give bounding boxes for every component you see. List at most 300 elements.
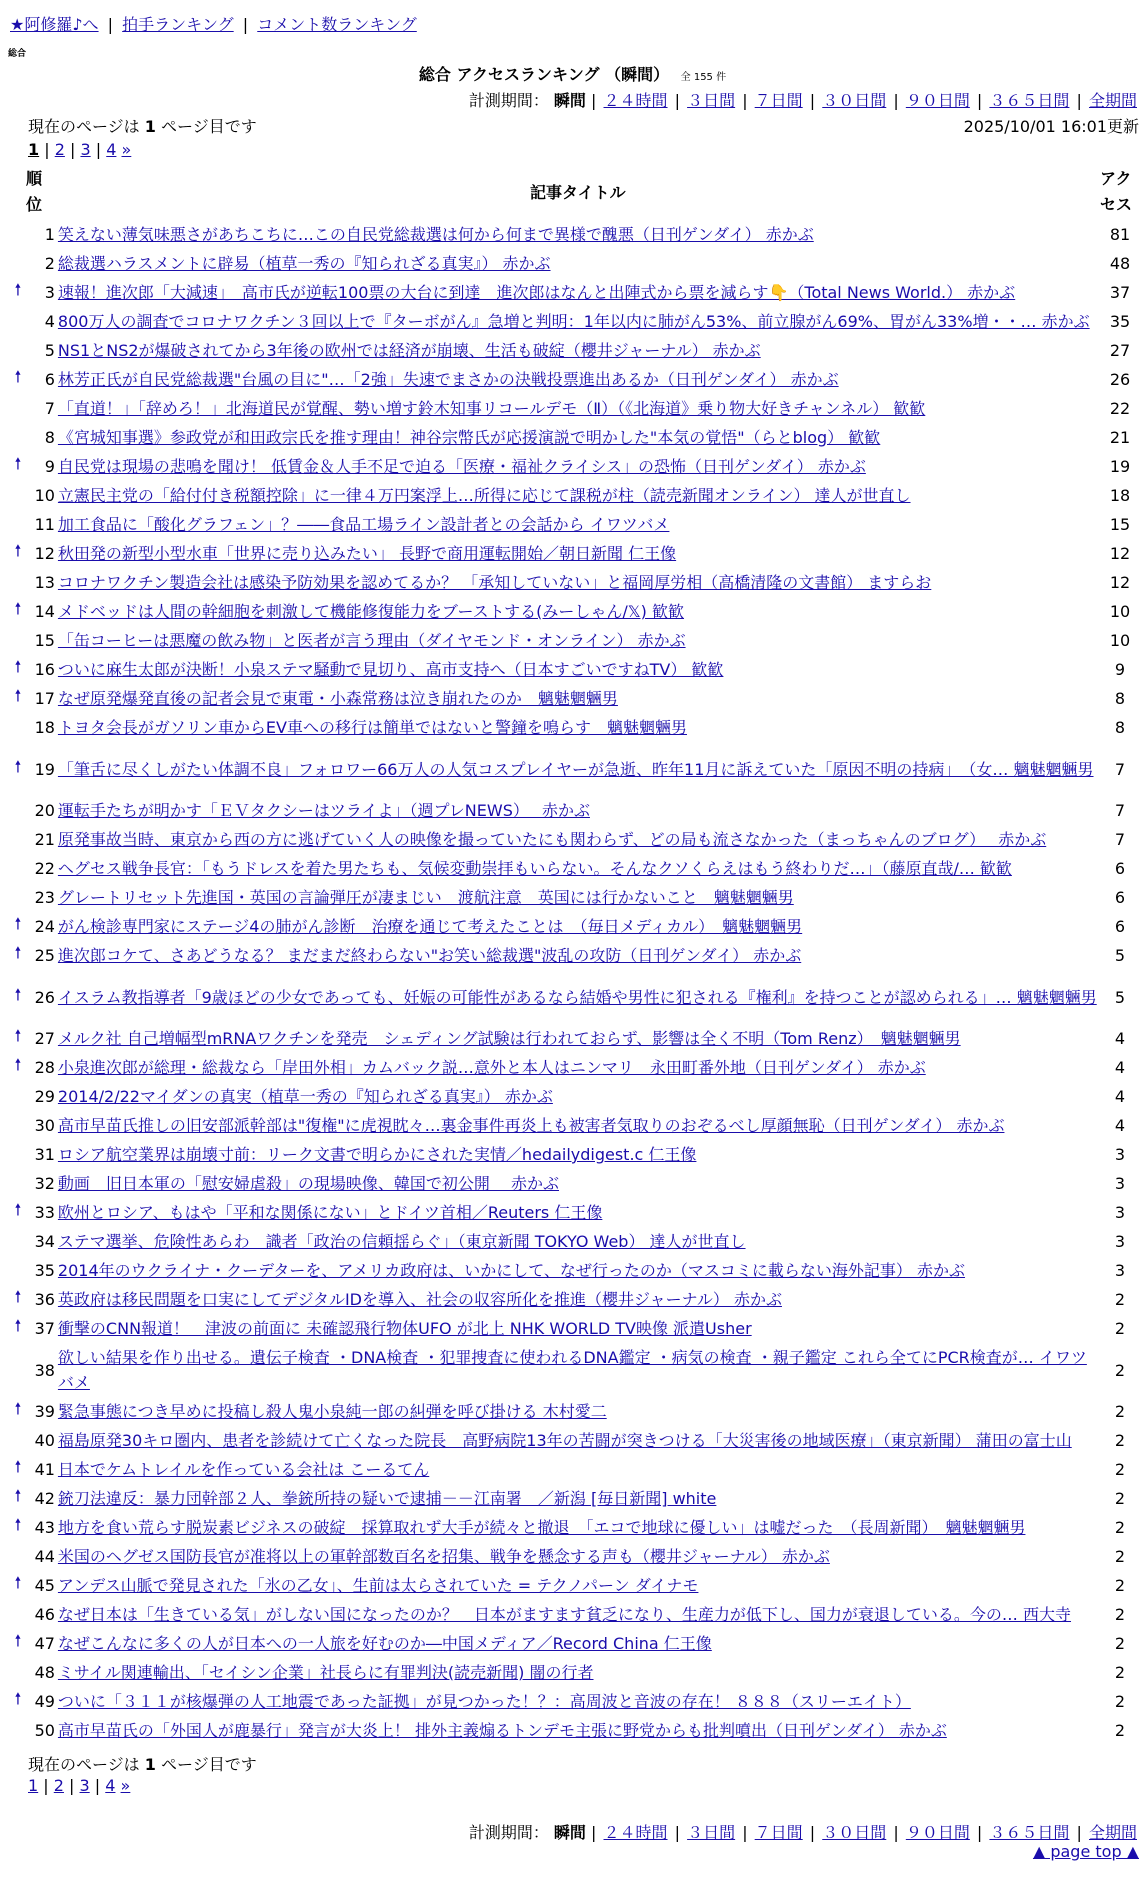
article-link[interactable]: 米国のヘグゼス国防長官が准将以上の軍幹部数百名を招集、戦争を懸念する声も（櫻井ジャーナル） 赤かぶ bbox=[57, 1547, 830, 1566]
table-row bbox=[8, 1397, 1140, 1426]
rank-number: 2 bbox=[44, 254, 55, 273]
rank-number: 19 bbox=[34, 759, 55, 779]
article-title-cell bbox=[58, 1285, 1100, 1314]
separator: | bbox=[737, 91, 753, 110]
access-count: 3 bbox=[1114, 1261, 1126, 1280]
access-count: 2 bbox=[1114, 1290, 1126, 1309]
rank-change-cell bbox=[8, 1426, 28, 1455]
table-row bbox=[8, 365, 1140, 394]
current-page-prefix: 現在のページは bbox=[28, 117, 140, 136]
period-selector-bottom bbox=[469, 1820, 1139, 1843]
current-page-prefix: 現在のページは bbox=[28, 1755, 140, 1774]
up-arrow-icon: 🠕 bbox=[14, 686, 22, 705]
article-link[interactable]: 総裁選ハラスメントに辟易（植草一秀の『知られざる真実』） 赤かぶ bbox=[57, 254, 551, 273]
rank-number: 36 bbox=[34, 1290, 55, 1309]
article-link[interactable]: 2014/2/22マイダンの真実（植草一秀の『知られざる真実』） 赤かぶ bbox=[57, 1087, 553, 1106]
table-row bbox=[8, 1111, 1140, 1140]
rank-number: 39 bbox=[34, 1402, 55, 1421]
rank-change-cell bbox=[8, 510, 28, 539]
pager-current[interactable]: 1 bbox=[28, 1776, 39, 1795]
table-row bbox=[8, 1455, 1140, 1484]
table-row bbox=[8, 1343, 1140, 1397]
rank-change-cell bbox=[8, 481, 28, 510]
current-page-suffix: ページ目です bbox=[161, 1755, 257, 1774]
rank-number: 26 bbox=[34, 987, 55, 1007]
rank-change-cell bbox=[8, 854, 28, 883]
article-link[interactable]: 立憲民主党の「給付付き税額控除」に一律４万円案浮上…所得に応じて課税が柱（読売新聞オンライン） 達人が世直し bbox=[57, 486, 911, 505]
rank-number: 7 bbox=[44, 399, 55, 418]
table-row bbox=[8, 452, 1140, 481]
period-links-top bbox=[591, 91, 1139, 110]
rank-number: 31 bbox=[34, 1145, 55, 1164]
article-title-cell bbox=[58, 854, 1100, 883]
rank-change-cell bbox=[8, 336, 28, 365]
article-link[interactable]: 笑えない薄気味悪さがあちこちに…この自民党総裁選は何から何まで異様で醜悪（日刊ゲンダイ） 赤かぶ bbox=[57, 225, 814, 244]
rank-change-cell bbox=[8, 539, 28, 568]
separator: | bbox=[737, 1823, 753, 1842]
table-row bbox=[8, 1285, 1140, 1314]
article-link[interactable]: アンデス山脈で発見された「氷の乙女」、生前は太らされていた = テクノパーン ダイナモ bbox=[57, 1576, 699, 1595]
access-count: 6 bbox=[1114, 888, 1126, 907]
period-link[interactable]: ７日間 bbox=[754, 1823, 803, 1842]
access-count: 6 bbox=[1114, 917, 1126, 936]
period-link[interactable]: ９０日間 bbox=[905, 1823, 970, 1842]
article-title-cell bbox=[58, 912, 1100, 941]
period-selector bbox=[469, 88, 1139, 111]
access-count: 7 bbox=[1114, 830, 1126, 849]
article-link[interactable]: 800万人の調査でコロナワクチン３回以上で『ターボがん』急増と判明：1年以内に肺がん53%、前立腺がん69%、胃がん33%増・・… 赤かぶ bbox=[57, 312, 1090, 331]
table-row bbox=[8, 1256, 1140, 1285]
pager-next-link[interactable]: » bbox=[121, 140, 132, 159]
table-row bbox=[8, 1629, 1140, 1658]
clap-ranking-link[interactable]: 拍手ランキング bbox=[122, 15, 234, 34]
article-link[interactable]: なぜこんなに多くの人が日本への一人旅を好むのか―中国メディア／Record China 仁王像 bbox=[57, 1634, 712, 1653]
access-count: 37 bbox=[1109, 283, 1131, 302]
article-link[interactable]: 《宮城知事選》参政党が和田政宗氏を推す理由！神谷宗幣氏が応援演説で明かした"本気の覚悟"（らとblog） 歓歓 bbox=[57, 428, 881, 447]
article-title-cell bbox=[58, 220, 1100, 249]
rank-change-cell bbox=[8, 1397, 28, 1426]
article-title-cell bbox=[58, 1198, 1100, 1227]
article-link[interactable]: グレートリセット先進国・英国の言論弾圧が凄まじい 渡航注意 英国には行かないこと 魑魅魍魎男 bbox=[57, 888, 794, 907]
article-title-cell bbox=[58, 1227, 1100, 1256]
article-link[interactable]: 運転手たちが明かす「ＥＶタクシーはツライよ」（週プレNEWS） 赤かぶ bbox=[57, 801, 590, 820]
up-arrow-icon: 🠕 bbox=[14, 1316, 22, 1335]
access-count: 3 bbox=[1114, 1174, 1126, 1193]
access-count: 22 bbox=[1109, 399, 1131, 418]
category-label: 総合 bbox=[8, 49, 27, 59]
access-count: 10 bbox=[1109, 631, 1131, 650]
up-arrow-icon: 🠕 bbox=[14, 599, 22, 618]
access-count: 21 bbox=[1109, 428, 1131, 447]
article-title-cell bbox=[58, 1484, 1100, 1513]
article-link[interactable]: 速報！進次郎「大減速」 高市氏が逆転100票の大台に到達 進次郎はなんと出陣式から票を減らす👇（Total News World.） 赤かぶ bbox=[57, 283, 1016, 302]
rank-number: 18 bbox=[34, 718, 55, 737]
rank-change-cell bbox=[8, 1285, 28, 1314]
up-arrow-icon: 🠕 bbox=[14, 454, 22, 473]
article-link[interactable]: なぜ日本は「生きている気」がしない国になったのか？ 日本がますます貧乏になり、生産力が低下し、国力が衰退している。今の… 西大寺 bbox=[57, 1605, 1072, 1624]
rank-change-cell bbox=[8, 684, 28, 713]
article-link[interactable]: メルク社 自己増幅型mRNAワクチンを発売 シェディング試験は行われておらず、影響は全く不明（Tom Renz） 魑魅魍魎男 bbox=[57, 1029, 961, 1048]
table-row bbox=[8, 655, 1140, 684]
article-link[interactable]: 秋田発の新型小型水車「世界に売り込みたい」 長野で商用運転開始／朝日新聞 仁王像 bbox=[57, 544, 677, 563]
article-link[interactable]: 欧州とロシア、もはや「平和な関係にない」とドイツ首相／Reuters 仁王像 bbox=[57, 1203, 603, 1222]
table-row bbox=[8, 539, 1140, 568]
rank-change-cell bbox=[8, 1484, 28, 1513]
rank-change-cell bbox=[8, 713, 28, 742]
article-title-cell bbox=[58, 970, 1100, 1024]
rank-change-cell bbox=[8, 1169, 28, 1198]
article-link[interactable]: トヨタ会長がガソリン車からEV車への移行は簡単ではないと警鐘を鳴らす 魑魅魍魎男 bbox=[57, 718, 687, 737]
rank-change-cell bbox=[8, 278, 28, 307]
access-count: 2 bbox=[1114, 1692, 1126, 1711]
article-link[interactable]: NS1とNS2が爆破されてから3年後の欧州では経済が崩壊、生活も破綻（櫻井ジャーナル） 赤かぶ bbox=[57, 341, 761, 360]
period-link[interactable]: ９０日間 bbox=[905, 91, 970, 110]
article-title-cell bbox=[58, 278, 1100, 307]
rank-change-cell bbox=[8, 1198, 28, 1227]
rank-change-cell bbox=[8, 1716, 28, 1745]
period-link[interactable]: ３６５日間 bbox=[989, 1823, 1070, 1842]
article-link[interactable]: ステマ選挙、危険性あらわ 識者「政治の信頼揺らぐ」（東京新聞 TOKYO Web） 達人が世直し bbox=[57, 1232, 746, 1251]
access-count: 4 bbox=[1114, 1029, 1126, 1048]
rank-change-cell bbox=[8, 452, 28, 481]
up-arrow-icon: 🠕 bbox=[14, 756, 22, 776]
access-count: 6 bbox=[1114, 859, 1126, 878]
access-count: 2 bbox=[1114, 1721, 1126, 1740]
access-count: 18 bbox=[1109, 486, 1131, 505]
table-row bbox=[8, 1169, 1140, 1198]
rank-change-cell bbox=[8, 1343, 28, 1397]
access-count: 3 bbox=[1114, 1232, 1126, 1251]
period-label: 計測期間： bbox=[468, 91, 549, 110]
article-link[interactable]: 高市早苗氏の「外国人が鹿暴行」発言が大炎上！ 排外主義煽るトンデモ主張に野党からも批判噴出（日刊ゲンダイ） 赤かぶ bbox=[57, 1721, 947, 1740]
page-top-link[interactable]: ▲ page top ▲ bbox=[1032, 1842, 1139, 1861]
home-link[interactable]: ★阿修羅♪へ bbox=[10, 15, 99, 34]
access-count: 2 bbox=[1114, 1319, 1126, 1338]
access-count: 12 bbox=[1109, 544, 1131, 563]
article-link[interactable]: メドベッドは人間の幹細胞を刺激して機能修復能力をブーストする(みーしゃん/𝕏) 歓歓 bbox=[57, 602, 685, 621]
rank-change-cell bbox=[8, 941, 28, 970]
article-link[interactable]: 「筆舌に尽くしがたい体調不良」フォロワー66万人の人気コスプレイヤーが急逝、昨年11月に訴えていた「原因不明の持病」 （女… 魑魅魍魎男 bbox=[57, 759, 1094, 779]
separator: | bbox=[591, 1823, 602, 1842]
up-arrow-icon: 🠕 bbox=[14, 1200, 22, 1219]
table-row bbox=[8, 481, 1140, 510]
rank-header: 順位 bbox=[25, 169, 42, 214]
rank-number: 17 bbox=[34, 689, 55, 708]
rank-number: 35 bbox=[34, 1261, 55, 1280]
article-link[interactable]: 「直道！」「辞めろ！」北海道民が覚醒、勢い増す鈴木知事リコールデモ（Ⅱ）（《北海道》乗り物大好きチャンネル） 歓歓 bbox=[57, 399, 926, 418]
article-link[interactable]: 自民党は現場の悲鳴を聞け！ 低賃金＆人手不足で迫る「医療・福祉クライシス」の恐怖（日刊ゲンダイ） 赤かぶ bbox=[57, 457, 866, 476]
article-link[interactable]: ついに麻生太郎が決断！小泉ステマ騒動で見切り、高市支持へ（日本すごいですねTV） 歓歓 bbox=[57, 660, 724, 679]
up-arrow-icon: 🠕 bbox=[14, 657, 22, 676]
table-row bbox=[8, 336, 1140, 365]
article-link[interactable]: 衝撃のCNN報道！ 津波の前面に 未確認飛行物体UFO が北上 NHK WORLD TV映像 派遣Usher bbox=[57, 1319, 752, 1338]
article-title-cell bbox=[58, 481, 1100, 510]
article-title-cell bbox=[58, 713, 1100, 742]
table-row bbox=[8, 1687, 1140, 1716]
access-count: 7 bbox=[1114, 759, 1126, 779]
access-count: 8 bbox=[1114, 689, 1126, 708]
table-row bbox=[8, 854, 1140, 883]
article-link[interactable]: ロシア航空業界は崩壊寸前：リーク文書で明らかにされた実情／hedailydigest.c 仁王像 bbox=[57, 1145, 697, 1164]
rank-number: 43 bbox=[34, 1518, 55, 1537]
rank-number: 29 bbox=[34, 1087, 55, 1106]
rank-number: 13 bbox=[34, 573, 55, 592]
rank-number: 48 bbox=[34, 1663, 55, 1682]
rank-change-cell bbox=[8, 1629, 28, 1658]
article-title-cell bbox=[58, 336, 1100, 365]
rank-number: 24 bbox=[34, 917, 55, 936]
access-count: 7 bbox=[1114, 801, 1126, 820]
table-row bbox=[8, 1053, 1140, 1082]
article-title-cell bbox=[58, 941, 1100, 970]
table-row bbox=[8, 394, 1140, 423]
table-row bbox=[8, 796, 1140, 825]
article-title-cell bbox=[58, 423, 1100, 452]
period-link[interactable]: ３日間 bbox=[687, 91, 736, 110]
article-title-cell bbox=[58, 452, 1100, 481]
page-top-link-wrap bbox=[1033, 1842, 1139, 1861]
table-row bbox=[8, 742, 1140, 796]
article-title-cell bbox=[58, 1024, 1100, 1053]
access-count: 2 bbox=[1114, 1360, 1126, 1380]
page-title: 総合 アクセスランキング （瞬間） bbox=[418, 65, 670, 84]
rank-number: 11 bbox=[34, 515, 55, 534]
up-arrow-icon: 🠕 bbox=[14, 1631, 22, 1650]
rank-change-cell bbox=[8, 1542, 28, 1571]
table-row bbox=[8, 307, 1140, 336]
article-link[interactable]: ついに「３１１が核爆弾の人工地震であった証拠」が見つかった！？：高周波と音波の存在！ ８８８（スリーエイト） bbox=[57, 1692, 911, 1711]
access-count: 9 bbox=[1114, 660, 1126, 679]
separator: | bbox=[804, 91, 821, 110]
up-arrow-icon: 🠕 bbox=[14, 1515, 22, 1534]
article-title-cell bbox=[58, 249, 1100, 278]
article-link[interactable]: 加工食品に「酸化グラフェン」？――食品工場ライン設計者との会話から イワツバメ bbox=[57, 515, 670, 534]
article-title-cell bbox=[58, 1629, 1100, 1658]
separator: | bbox=[90, 140, 107, 159]
article-link[interactable]: 2014年のウクライナ・クーデターを、アメリカ政府は、いかにして、なぜ行ったのか（マスコミに載らない海外記事） 赤かぶ bbox=[57, 1261, 966, 1280]
access-count: 35 bbox=[1109, 312, 1131, 331]
article-link[interactable]: 高市早苗氏推しの旧安部派幹部は"復権"に虎視眈々…裏金事件再炎上も被害者気取りのおぞるべし厚顔無恥（日刊ゲンダイ） 赤かぶ bbox=[57, 1116, 1005, 1135]
article-link[interactable]: 原発事故当時、東京から西の方に逃げていく人の映像を撮っていたにも関わらず、どの局も流さなかった（まっちゃんのブログ） 赤かぶ bbox=[57, 830, 1047, 849]
pager-next-link[interactable]: » bbox=[120, 1776, 131, 1795]
article-title-cell bbox=[58, 1053, 1100, 1082]
pager-page-link[interactable]: 2 bbox=[53, 1776, 64, 1795]
article-link[interactable]: 福島原発30キロ圏内、患者を診続けて亡くなった院長 高野病院13年の苦闘が突きつける「大災害後の地域医療」（東京新聞） 蒲田の富士山 bbox=[57, 1431, 1072, 1450]
table-row bbox=[8, 597, 1140, 626]
up-arrow-icon: 🠕 bbox=[14, 914, 22, 933]
access-count: 3 bbox=[1114, 1203, 1126, 1222]
article-title-cell bbox=[58, 1256, 1100, 1285]
rank-number: 22 bbox=[34, 859, 55, 878]
up-arrow-icon: 🠕 bbox=[14, 984, 22, 1004]
access-count: 2 bbox=[1114, 1605, 1126, 1624]
rank-change-cell bbox=[8, 1600, 28, 1629]
access-count: 4 bbox=[1114, 1087, 1126, 1106]
access-count: 4 bbox=[1114, 1116, 1126, 1135]
rank-number: 9 bbox=[44, 457, 55, 476]
access-header: アクセス bbox=[1100, 169, 1133, 214]
article-title-cell bbox=[58, 394, 1100, 423]
rank-number: 33 bbox=[34, 1203, 55, 1222]
article-link[interactable]: 林芳正氏が自民党総裁選"台風の目に"…「2強」失速でまさかの決戦投票進出あるか（日刊ゲンダイ） 赤かぶ bbox=[57, 370, 839, 389]
period-link[interactable]: ３０日間 bbox=[822, 91, 887, 110]
article-title-cell bbox=[58, 883, 1100, 912]
article-link[interactable]: 動画 旧日本軍の「慰安婦虐殺」の現場映像、韓国で初公開 赤かぶ bbox=[57, 1174, 560, 1193]
article-link[interactable]: 「缶コーヒーは悪魔の飲み物」と医者が言う理由（ダイヤモンド・オンライン） 赤かぶ bbox=[57, 631, 686, 650]
separator: | bbox=[64, 140, 81, 159]
separator: | bbox=[804, 1823, 821, 1842]
rank-change-cell bbox=[8, 249, 28, 278]
rank-number: 20 bbox=[34, 801, 55, 820]
table-row bbox=[8, 1082, 1140, 1111]
separator: | bbox=[591, 91, 602, 110]
rank-number: 6 bbox=[44, 370, 55, 389]
table-row bbox=[8, 912, 1140, 941]
period-link[interactable]: ２４時間 bbox=[603, 1823, 668, 1842]
article-link[interactable]: 地方を食い荒らす脱炭素ビジネスの破綻 採算取れず大手が続々と撤退 「エコで地球に優しい」は嘘だった （長周新聞） 魑魅魍魎男 bbox=[57, 1518, 1026, 1537]
up-arrow-icon: 🠕 bbox=[14, 1399, 22, 1418]
rank-change-cell bbox=[8, 1658, 28, 1687]
article-title-cell bbox=[58, 1397, 1100, 1426]
period-link[interactable]: 全期間 bbox=[1088, 1823, 1137, 1842]
rank-change-cell bbox=[8, 655, 28, 684]
rank-change-cell bbox=[8, 796, 28, 825]
access-count: 3 bbox=[1114, 1145, 1126, 1164]
period-link[interactable]: ３６５日間 bbox=[989, 91, 1070, 110]
pager-current[interactable]: 1 bbox=[28, 140, 40, 159]
rank-change-cell bbox=[8, 970, 28, 1024]
pager-pages bbox=[44, 140, 131, 159]
article-title-cell bbox=[58, 1600, 1100, 1629]
table-row bbox=[8, 1198, 1140, 1227]
access-count: 2 bbox=[1114, 1518, 1126, 1537]
table-row bbox=[8, 220, 1140, 249]
pager-top bbox=[28, 140, 131, 159]
rank-change-cell bbox=[8, 597, 28, 626]
table-row bbox=[8, 1513, 1140, 1542]
article-link[interactable]: 欲しい結果を作り出せる。遺伝子検査 ・DNA検査 ・犯罪捜査に使われるDNA鑑定 ・病気の検査 ・親子鑑定 これら全てにPCR検査が… イワツバメ bbox=[57, 1348, 1087, 1392]
article-title-cell bbox=[58, 365, 1100, 394]
article-title-cell bbox=[58, 597, 1100, 626]
article-link[interactable]: コロナワクチン製造会社は感染予防効果を認めてるか？ 「承知していない」と福岡厚労相（高橋清隆の文書館） ますらお bbox=[57, 573, 932, 592]
access-count: 26 bbox=[1109, 370, 1131, 389]
article-link[interactable]: 銃刀法違反：暴力団幹部２人、拳銃所持の疑いで逮捕－－江南署 ／新潟 [毎日新聞] white bbox=[57, 1489, 717, 1508]
article-link[interactable]: 緊急事態につき早めに投稿し殺人鬼小泉純一郎の糾弾を呼び掛ける 木村愛二 bbox=[57, 1402, 607, 1421]
table-row bbox=[8, 684, 1140, 713]
article-title-cell bbox=[58, 307, 1100, 336]
rank-number: 30 bbox=[34, 1116, 55, 1135]
table-row bbox=[8, 249, 1140, 278]
rank-number: 23 bbox=[34, 888, 55, 907]
period-link[interactable]: ３日間 bbox=[687, 1823, 736, 1842]
period-link[interactable]: ２４時間 bbox=[603, 91, 668, 110]
top-nav bbox=[10, 12, 417, 35]
up-arrow-icon: 🠕 bbox=[14, 280, 22, 299]
rank-change-cell bbox=[8, 1455, 28, 1484]
up-arrow-icon: 🠕 bbox=[14, 1287, 22, 1306]
up-arrow-icon: 🠕 bbox=[14, 1486, 22, 1505]
pager-pages bbox=[43, 1776, 130, 1795]
table-row bbox=[8, 510, 1140, 539]
access-count: 81 bbox=[1109, 225, 1131, 244]
pager-page-link[interactable]: 3 bbox=[79, 1776, 90, 1795]
article-title-cell bbox=[58, 796, 1100, 825]
title-header: 記事タイトル bbox=[530, 183, 626, 202]
article-link[interactable]: イスラム教指導者「9歳ほどの少女であっても、妊娠の可能性があるなら結婚や男性に犯される『権利』を持つことが認められる」… 魑魅魍魎男 bbox=[57, 987, 1097, 1007]
separator: | bbox=[89, 1776, 106, 1795]
rank-number: 5 bbox=[44, 341, 55, 360]
table-row bbox=[8, 278, 1140, 307]
rank-number: 40 bbox=[34, 1431, 55, 1450]
rank-change-cell bbox=[8, 1513, 28, 1542]
access-count: 2 bbox=[1114, 1402, 1126, 1421]
article-title-cell bbox=[58, 1716, 1100, 1745]
up-arrow-icon: 🠕 bbox=[14, 1457, 22, 1476]
rank-change-cell bbox=[8, 912, 28, 941]
table-row bbox=[8, 1542, 1140, 1571]
rank-change-cell bbox=[8, 220, 28, 249]
pager-page-link[interactable]: 3 bbox=[80, 140, 91, 159]
rank-number: 44 bbox=[34, 1547, 55, 1566]
period-link[interactable]: 全期間 bbox=[1088, 91, 1137, 110]
article-link[interactable]: ミサイル関連輸出、「セイシン企業」社長らに有罪判決(読売新聞) 闇の行者 bbox=[57, 1663, 594, 1682]
rank-number: 28 bbox=[34, 1058, 55, 1077]
updated-timestamp: 2025/10/01 16:01更新 bbox=[963, 117, 1139, 136]
article-title-cell bbox=[58, 1571, 1100, 1600]
article-link[interactable]: 進次郎コケて、さあどうなる？ まだまだ終わらない"お笑い総裁選"波乱の攻防（日刊ゲンダイ） 赤かぶ bbox=[57, 946, 802, 965]
rank-number: 25 bbox=[34, 946, 55, 965]
article-link[interactable]: 英政府は移民問題を口実にしてデジタルIDを導入、社会の収容所化を推進（櫻井ジャーナル） 赤かぶ bbox=[57, 1290, 782, 1309]
separator: | bbox=[669, 1823, 686, 1842]
article-link[interactable]: ヘグセス戦争長官：「もうドレスを着た男たちも、気候変動崇拝もいらない。そんなクソくらえはもう終わりだ…」（藤原直哉/… 歓歓 bbox=[57, 859, 1012, 878]
comment-ranking-link[interactable]: コメント数ランキング bbox=[257, 15, 417, 34]
article-link[interactable]: 日本でケムトレイルを作っている会社は こーるてん bbox=[57, 1460, 430, 1479]
table-row bbox=[8, 423, 1140, 452]
pager-page-link[interactable]: 4 bbox=[106, 140, 117, 159]
rank-number: 38 bbox=[34, 1360, 55, 1380]
article-link[interactable]: がん検診専門家にステージ4の肺がん診断 治療を通じて考えたことは （毎日メディカル） 魑魅魍魎男 bbox=[57, 917, 803, 936]
article-title-cell bbox=[58, 1658, 1100, 1687]
pager-page-link[interactable]: 2 bbox=[54, 140, 65, 159]
ranking-table bbox=[8, 220, 1140, 1745]
period-link[interactable]: ３０日間 bbox=[822, 1823, 887, 1842]
table-row bbox=[8, 1024, 1140, 1053]
period-link[interactable]: ７日間 bbox=[754, 91, 803, 110]
table-row bbox=[8, 1484, 1140, 1513]
rank-number: 3 bbox=[44, 283, 55, 302]
rank-number: 34 bbox=[34, 1232, 55, 1251]
access-count: 2 bbox=[1114, 1431, 1126, 1450]
table-row bbox=[8, 1571, 1140, 1600]
article-title-cell bbox=[58, 825, 1100, 854]
pager-page-link[interactable]: 4 bbox=[105, 1776, 116, 1795]
rank-number: 1 bbox=[44, 225, 55, 244]
nav-separator: | bbox=[107, 15, 114, 34]
rank-change-cell bbox=[8, 423, 28, 452]
separator: | bbox=[44, 140, 55, 159]
rank-number: 16 bbox=[34, 660, 55, 679]
article-title-cell bbox=[58, 1111, 1100, 1140]
access-count: 15 bbox=[1109, 515, 1131, 534]
separator: | bbox=[971, 1823, 988, 1842]
article-link[interactable]: 小泉進次郎が総理・総裁なら「岸田外相」カムバック説…意外と本人はニンマリ 永田町番外地（日刊ゲンダイ） 赤かぶ bbox=[57, 1058, 926, 1077]
current-page-number: 1 bbox=[144, 117, 156, 136]
separator: | bbox=[43, 1776, 54, 1795]
article-link[interactable]: なぜ原発爆発直後の記者会見で東電・小森常務は泣き崩れたのか 魑魅魍魎男 bbox=[57, 689, 618, 708]
access-count: 2 bbox=[1114, 1663, 1126, 1682]
period-label: 計測期間： bbox=[468, 1823, 549, 1842]
rank-change-cell bbox=[8, 365, 28, 394]
